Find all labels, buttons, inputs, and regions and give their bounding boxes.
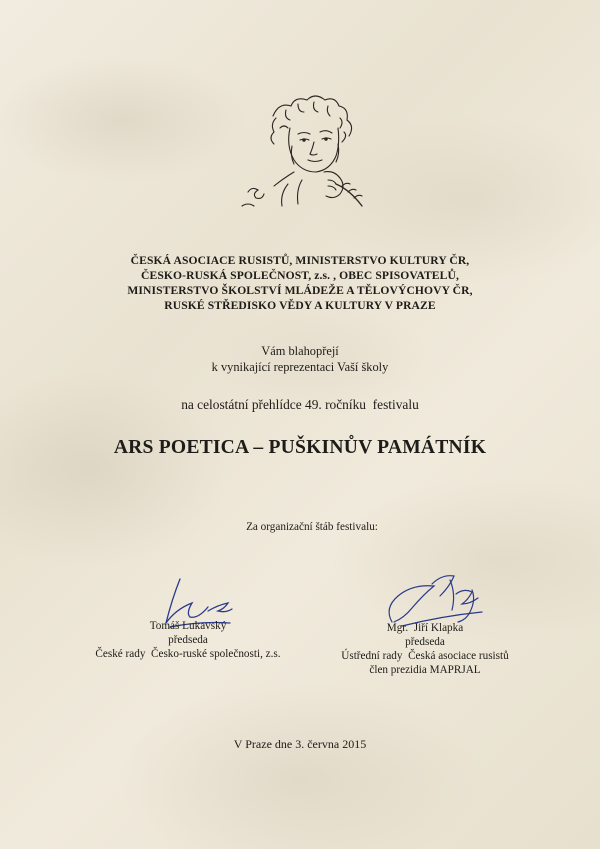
issue-date: V Praze dne 3. června 2015 bbox=[233, 737, 367, 751]
signatory-extra: člen prezidia MAPRJAL bbox=[369, 664, 481, 676]
congratulation-text bbox=[0, 344, 600, 375]
festival-line: na celostátní přehlídce 49. ročníku festivalu bbox=[181, 397, 419, 412]
congratulation-line-2: k vynikající reprezentaci Vaší školy bbox=[211, 359, 389, 374]
congratulation-line-1: Vám blahopřejí bbox=[261, 344, 339, 358]
signatory-left bbox=[88, 619, 288, 661]
festival-title: ARS POETICA – PUŠKINŮV PAMÁTNÍK bbox=[113, 437, 487, 458]
staff-label: Za organizační štáb festivalu: bbox=[246, 521, 378, 533]
signatory-organization: Ústřední rady Česká asociace rusistů bbox=[341, 650, 509, 662]
pushkin-portrait-icon bbox=[228, 88, 388, 220]
signatory-organization: České rady Česko-ruské společnosti, z.s. bbox=[95, 648, 281, 660]
signatory-name: Mgr. Jiří Klapka bbox=[386, 622, 464, 634]
signatory-role: předseda bbox=[168, 634, 208, 646]
organization-line: ČESKÁ ASOCIACE RUSISTŮ, MINISTERSTVO KULTURY ČR, bbox=[130, 254, 470, 267]
organization-line: MINISTERSTVO ŠKOLSTVÍ MLÁDEŽE A TĚLOVÝCHOVY ČR, bbox=[127, 284, 473, 297]
signatory-right bbox=[310, 621, 540, 677]
signatory-name: Tomáš Lukavský bbox=[149, 620, 227, 632]
organization-line: ČESKO-RUSKÁ SPOLEČNOST, z.s. , OBEC SPISOVATELŮ, bbox=[141, 269, 459, 282]
organization-line: RUSKÉ STŘEDISKO VĚDY A KULTURY V PRAZE bbox=[164, 299, 436, 312]
organizations-block bbox=[0, 253, 600, 313]
signatory-role: předseda bbox=[405, 636, 445, 648]
